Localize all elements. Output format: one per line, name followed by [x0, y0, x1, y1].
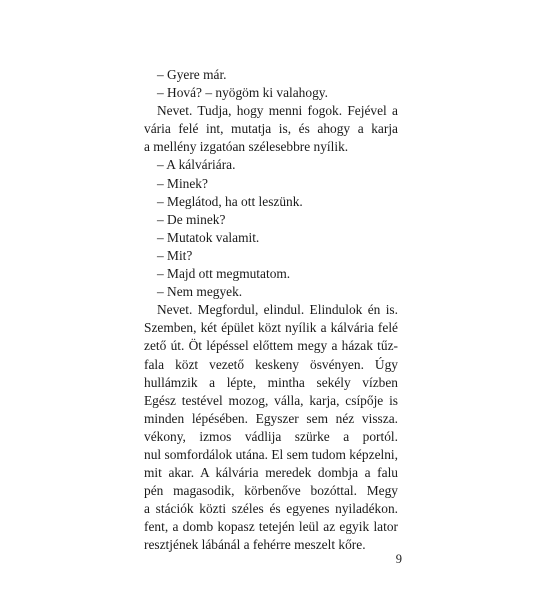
text-line: – Majd ott megmutatom. — [157, 266, 291, 282]
text-line: minden lépésében. Egyszer sem néz vissza. — [144, 410, 398, 426]
text-line: – Mit? — [157, 247, 193, 263]
page-number: 9 — [395, 552, 402, 566]
text-line: fent, a domb kopasz tetején leül az egyik lator — [144, 519, 398, 535]
text-line: resztjének lábánál a fehérre meszelt kőre. — [144, 537, 366, 553]
text-line: – De minek? — [157, 211, 226, 227]
text-line: Nevet. Tudja, hogy menni fogok. Fejével a — [157, 103, 398, 119]
text-line: Szemben, két épület közt nyílik a kálvária felé — [144, 320, 398, 336]
text-line: zető út. Öt lépéssel előttem megy a házak tűz- — [144, 338, 398, 354]
text-line: fala közt vezető keskeny ösvényen. Úgy — [144, 356, 398, 372]
text-line: mit akar. A kálvária meredek dombja a falu — [144, 465, 398, 481]
text-line: – Nem megyek. — [157, 284, 243, 300]
text-line: – Minek? — [157, 175, 208, 191]
text-line: – Hová? – nyögöm ki valahogy. — [157, 85, 328, 101]
text-line: – A kálváriára. — [157, 157, 236, 173]
text-line: hullámzik a lépte, mintha sekély vízben — [144, 374, 398, 390]
text-line: Nevet. Megfordul, elindul. Elindulok én is. — [157, 302, 398, 318]
text-line: a mellény izgatóan szélesebbre nyílik. — [144, 139, 349, 155]
text-line: – Mutatok valamit. — [157, 229, 260, 245]
text-line: nul somfordálok utána. El sem tudom képzelni, — [144, 446, 398, 462]
text-line: a stációk közti széles és egyenes nyiladékon. — [144, 501, 398, 517]
body-text — [144, 66, 398, 555]
text-line: pén magasodik, körbenőve bozóttal. Megy — [144, 483, 398, 499]
text-line: vékony, izmos vádlija szürke a portól. — [144, 428, 398, 444]
text-line: vária felé int, mutatja is, és ahogy a karja — [144, 121, 398, 137]
text-line: – Meglátod, ha ott leszünk. — [157, 193, 303, 209]
text-line: – Gyere már. — [157, 67, 227, 82]
text-line: Egész testével mozog, válla, karja, csípője is — [144, 392, 398, 408]
